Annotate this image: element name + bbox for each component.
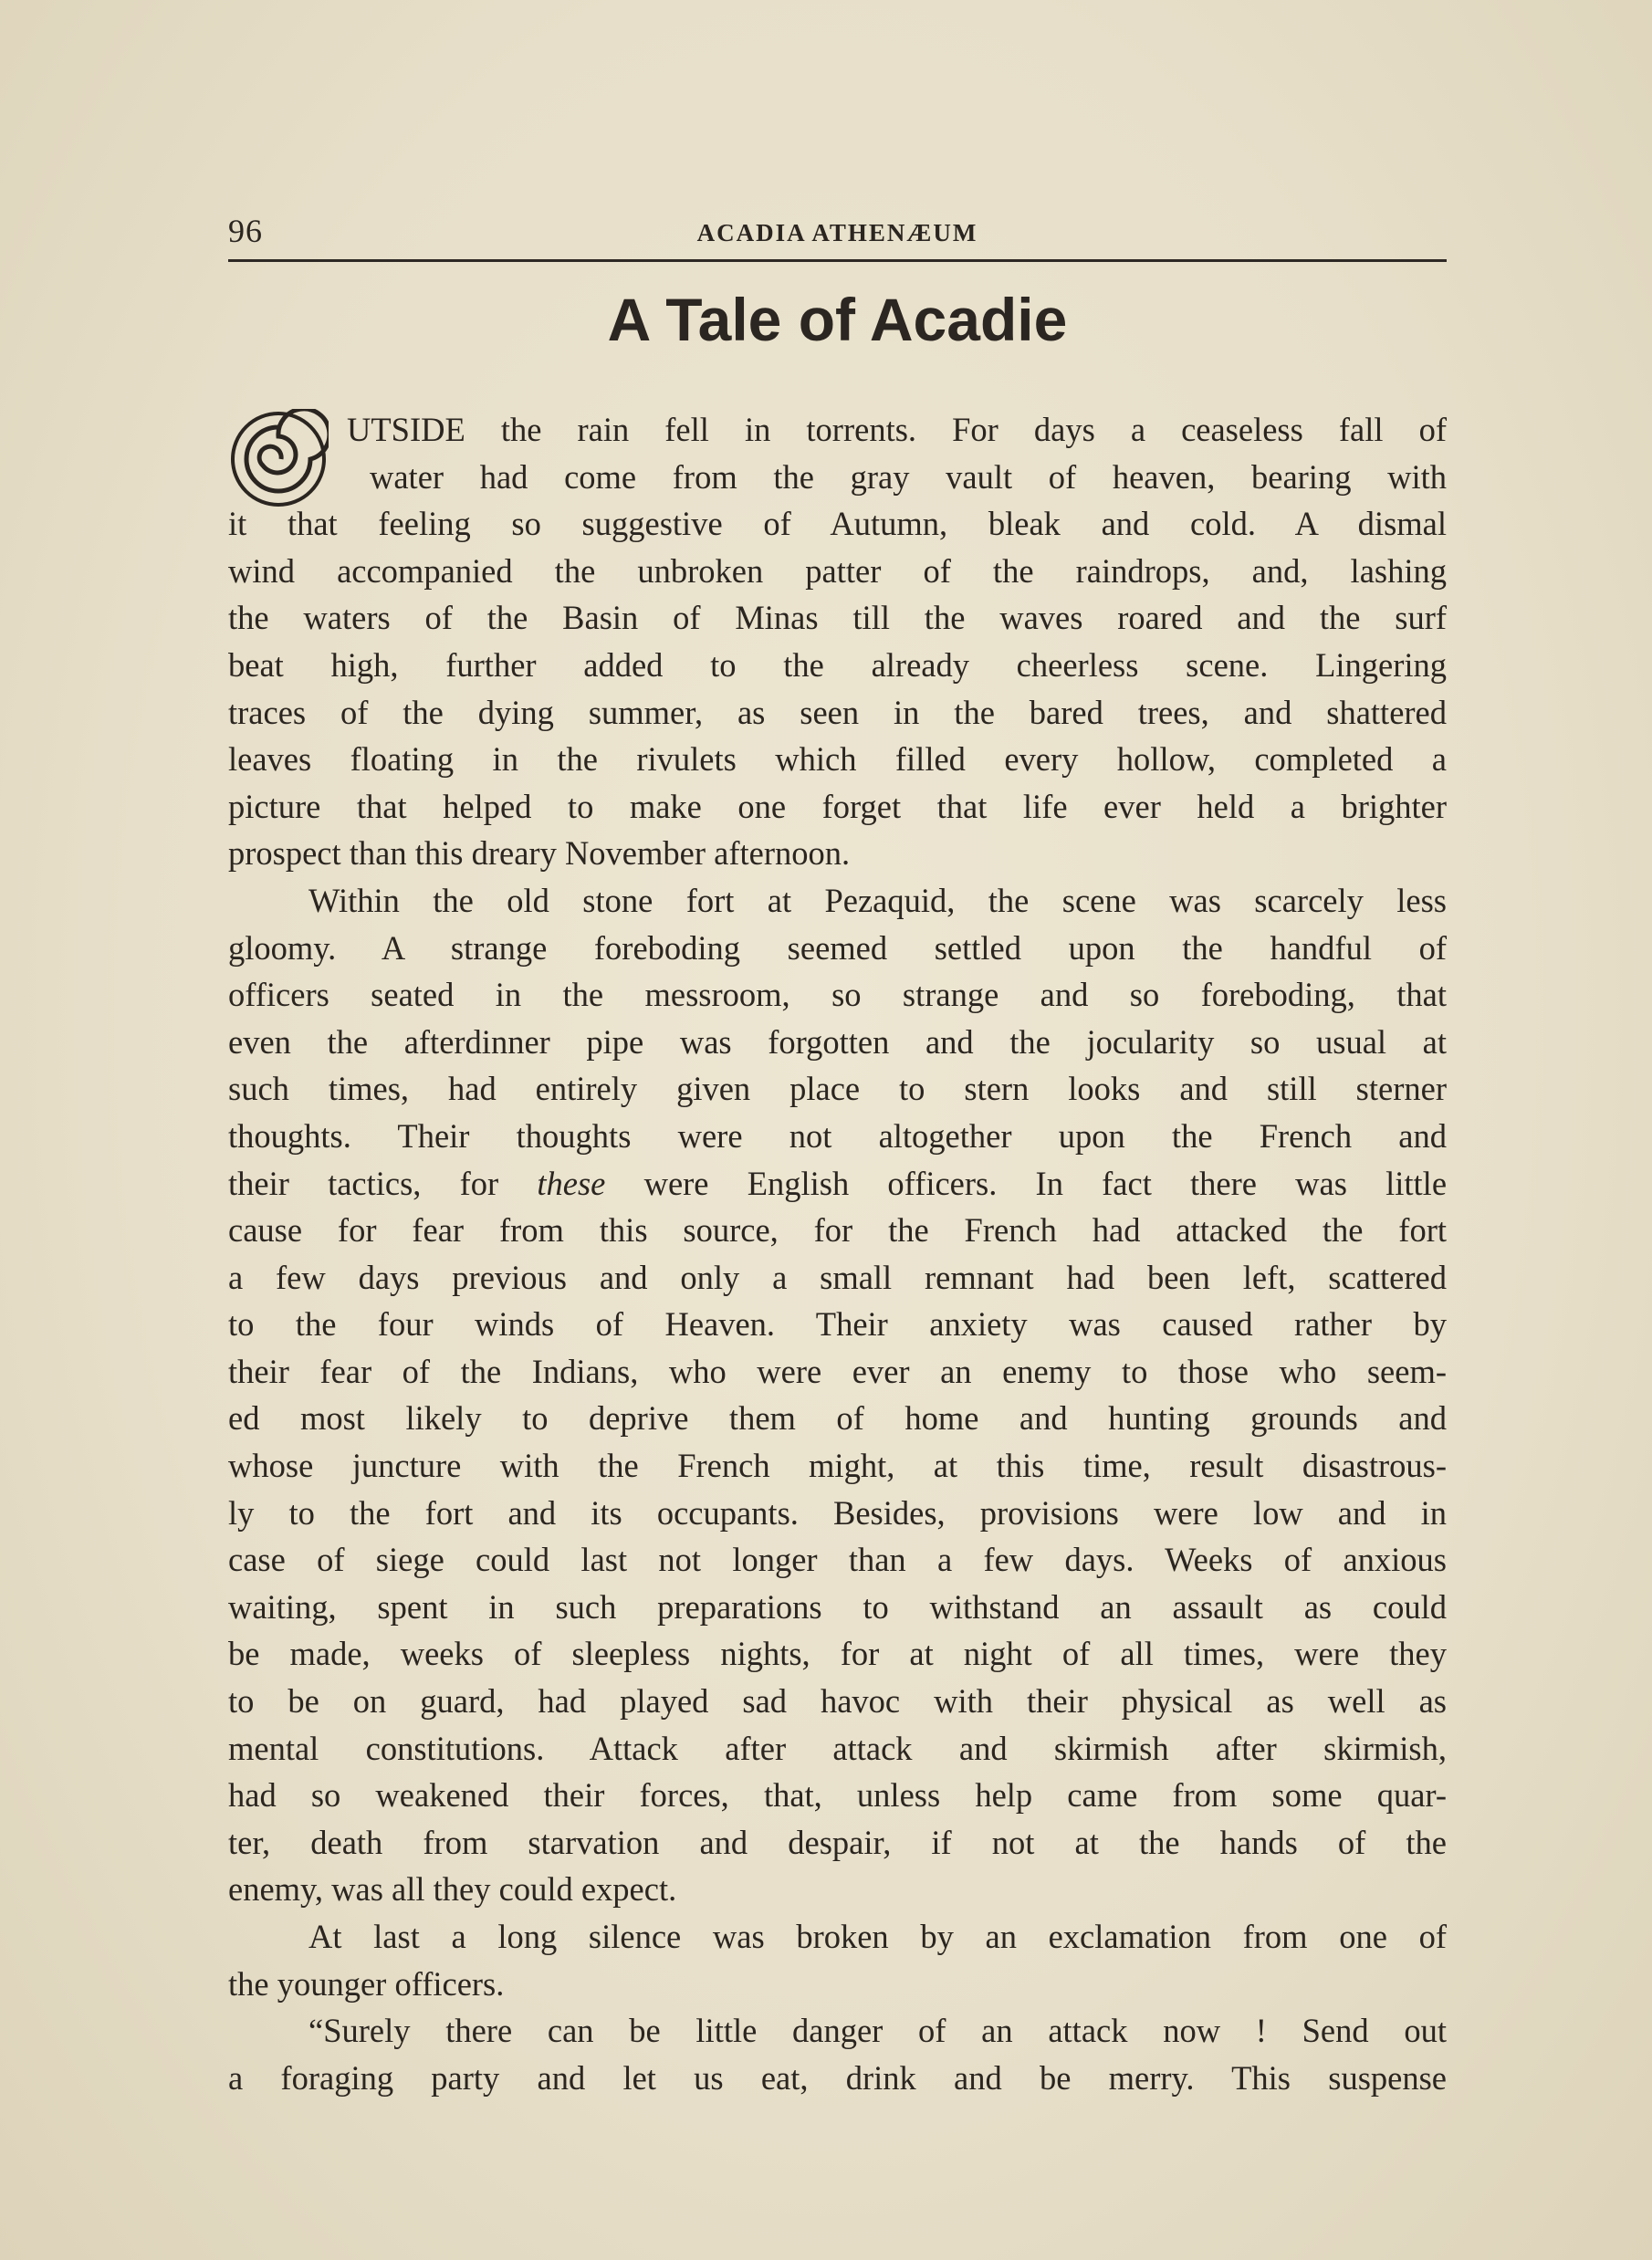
text-line: it that feeling so suggestive of Autumn, bleak and cold. A dismal	[228, 505, 1447, 543]
text-line: wind accompanied the unbroken patter of the raindrops, and, lashing	[228, 551, 1447, 590]
text-line: leaves floating in the rivulets which filled every hollow, completed a	[228, 740, 1447, 779]
text-line: ed most likely to deprive them of home and hunting grounds and	[228, 1399, 1447, 1438]
text-line: prospect than this dreary November afternoon.	[228, 834, 851, 873]
text-line: a foraging party and let us eat, drink and be merry. This suspense	[228, 2058, 1447, 2097]
text-line: UTSIDE the rain fell in torrents. For days a ceaseless fall of	[347, 411, 1447, 448]
text-line: even the afterdinner pipe was forgotten and the jocularity so usual at	[228, 1022, 1447, 1061]
text-line: waiting, spent in such preparations to withstand an assault as could	[228, 1587, 1447, 1626]
italic-word: these	[537, 1164, 606, 1202]
text-line: such times, had entirely given place to stern looks and still sterner	[228, 1070, 1447, 1108]
text-fragment: were English officers. In fact there was little	[643, 1164, 1448, 1202]
text-line: the waters of the Basin of Minas till the waves roared and the surf	[228, 599, 1447, 637]
text-line: officers seated in the messroom, so strange and so foreboding, that	[228, 976, 1447, 1014]
text-line: water had come from the gray vault of heaven, bearing with	[370, 457, 1447, 496]
text-line: case of siege could last not longer than a few days. Weeks of anxious	[228, 1541, 1447, 1579]
article-title: A Tale of Acadie	[607, 286, 1068, 353]
text-line: whose juncture with the French might, at this time, result disastrous-	[228, 1447, 1447, 1485]
text-line: enemy, was all they could expect.	[228, 1870, 677, 1909]
text-line-mixed	[228, 1160, 1447, 1208]
text-line: mental constitutions. Attack after attack and skirmish after skirmish,	[228, 1729, 1447, 1767]
text-line: the younger officers.	[228, 1964, 505, 2003]
header-rule	[228, 259, 1447, 262]
journal-title: ACADIA ATHENÆUM	[696, 219, 978, 246]
text-line: thoughts. Their thoughts were not altogether upon the French and	[228, 1116, 1447, 1155]
text-line: had so weakened their forces, that, unless help came from some quar-	[228, 1776, 1447, 1815]
text-line: “Surely there can be little danger of an attack now ! Send out	[308, 2012, 1447, 2050]
text-line: beat high, further added to the already cheerless scene. Lingering	[228, 645, 1447, 684]
text-line: ly to the fort and its occupants. Besides, provisions were low and in	[228, 1493, 1447, 1532]
running-header	[228, 212, 1447, 256]
article-body	[228, 406, 1447, 2101]
text-line: At last a long silence was broken by an exclamation from one of	[308, 1918, 1447, 1955]
text-line: traces of the dying summer, as seen in the bared trees, and shattered	[228, 693, 1447, 731]
text-line: to be on guard, had played sad havoc with their physical as well as	[228, 1682, 1447, 1721]
text-line: a few days previous and only a small remnant had been left, scattered	[228, 1258, 1447, 1296]
text-line: to the four winds of Heaven. Their anxiety was caused rather by	[228, 1305, 1447, 1344]
text-line: Within the old stone fort at Pezaquid, the scene was scarcely less	[308, 881, 1447, 919]
text-line: be made, weeks of sleepless nights, for at night of all times, were they	[228, 1635, 1447, 1673]
text-line: gloomy. A strange foreboding seemed settled upon the handful of	[228, 928, 1447, 967]
text-fragment: their tactics, for	[228, 1164, 499, 1202]
text-line: cause for fear from this source, for the French had attacked the fort	[228, 1211, 1447, 1250]
page-number: 96	[228, 213, 263, 249]
text-line: ter, death from starvation and despair, if not at the hands of the	[228, 1823, 1447, 1861]
text-line: picture that helped to make one forget that life ever held a brighter	[228, 787, 1447, 825]
text-line: their fear of the Indians, who were ever an enemy to those who seem-	[228, 1352, 1447, 1390]
